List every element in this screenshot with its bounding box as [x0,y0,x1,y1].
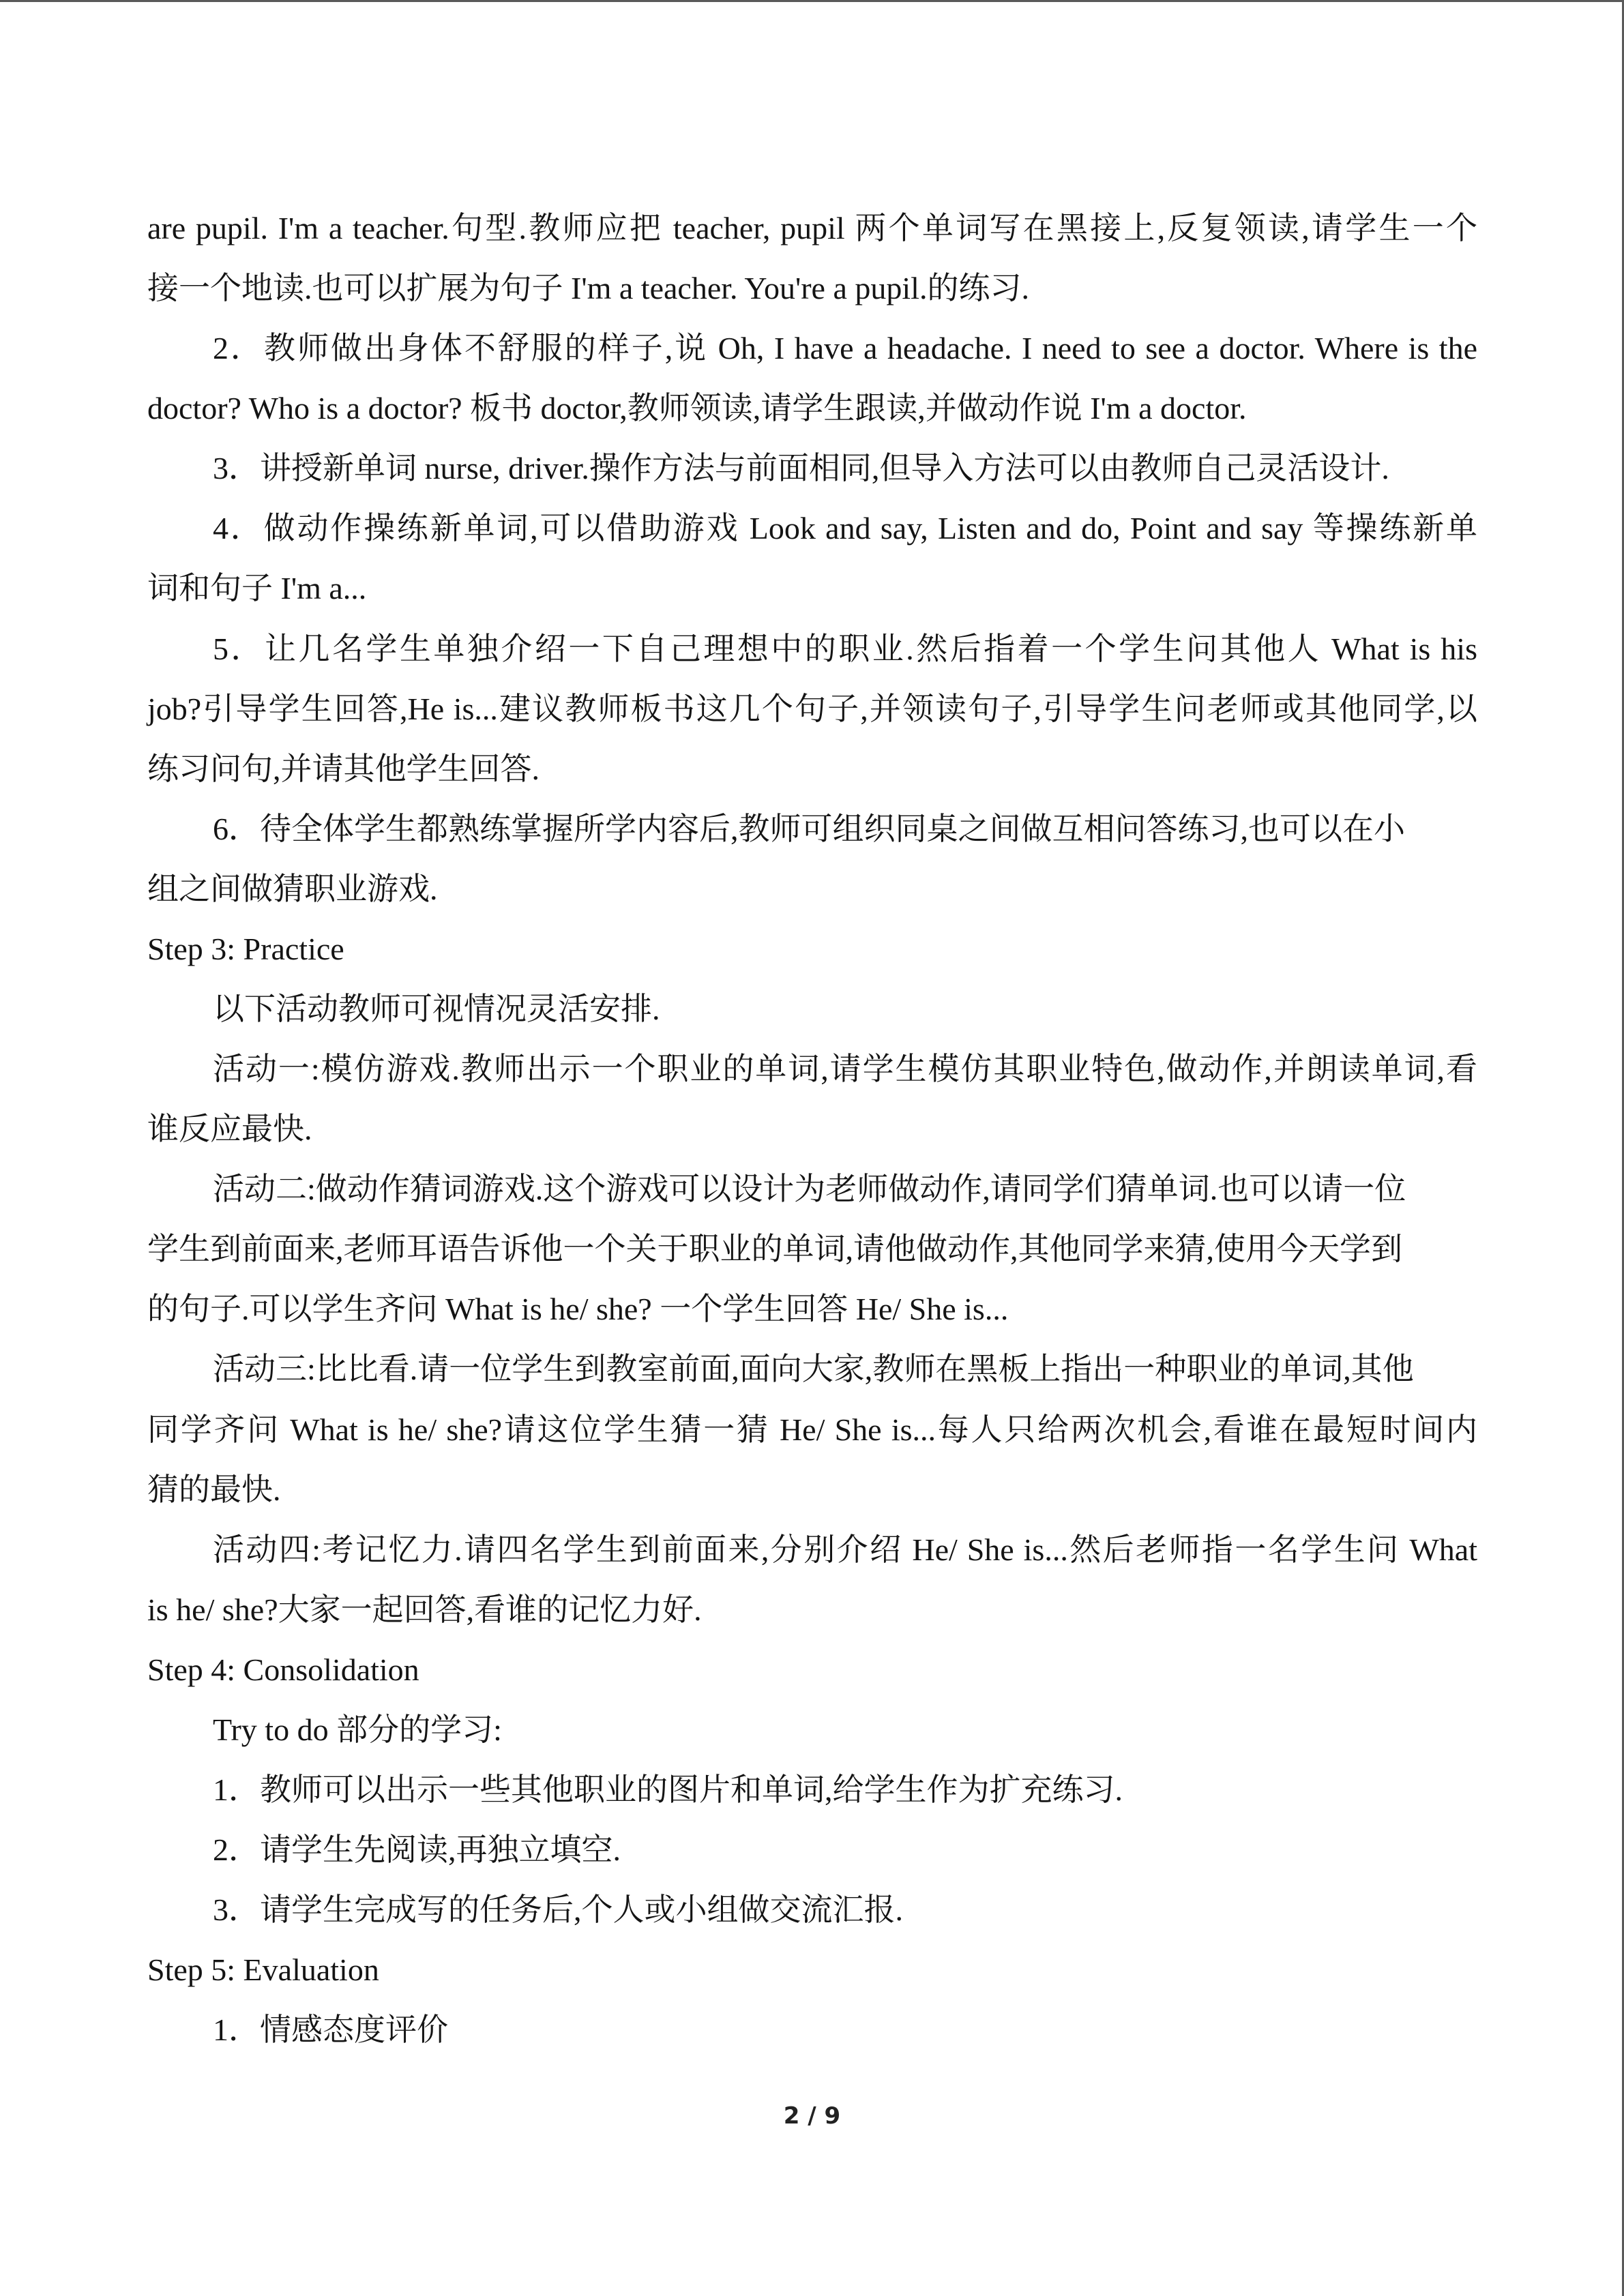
body-line: 活动一:模仿游戏.教师出示一个职业的单词,请学生模仿其职业特色,做动作,并朗读单词,看 [213,1052,1477,1086]
body-line: 猜的最快. [147,1472,281,1507]
section-heading: Step 4: Consolidation [147,1652,419,1687]
body-line: 学生到前面来,老师耳语告诉他一个关于职业的单词,请他做动作,其他同学来猜,使用今天学到 [147,1232,1402,1266]
page-number: 2 / 9 [783,2102,841,2130]
body-line: 活动三:比比看.请一位学生到教室前面,面向大家,教师在黑板上指出一种职业的单词,其他 [213,1352,1414,1386]
section-heading: Step 3: Practice [147,931,344,966]
body-line: job?引导学生回答,He is...建议教师板书这几个句子,并领读句子,引导学生问老师或其他同学,以 [147,691,1477,726]
body-line: 2．教师做出身体不舒服的样子,说 Oh, I have a headache. I need to see a doctor. Where is the [213,331,1477,366]
body-line: doctor? Who is a doctor? 板书 doctor,教师领读,请学生跟读,并做动作说 I'm a doctor. [147,391,1247,426]
section-heading: Step 5: Evaluation [147,1952,379,1987]
body-line: 练习问句,并请其他学生回答. [147,751,540,786]
body-line: 活动四:考记忆力.请四名学生到前面来,分别介绍 He/ She is...然后老师指一名学生问 What [213,1532,1477,1567]
body-line: 1．情感态度评价 [213,2012,448,2047]
body-line: 4．做动作操练新单词,可以借助游戏 Look and say, Listen and do, Point and say 等操练新单 [213,511,1477,546]
body-line: 词和句子 I'm a... [147,571,367,606]
body-line: 3．请学生完成写的任务后,个人或小组做交流汇报. [213,1892,903,1927]
body-line: 同学齐问 What is he/ she?请这位学生猜一猜 He/ She is...每人只给两次机会,看谁在最短时间内 [147,1412,1477,1447]
body-line: 谁反应最快. [147,1112,312,1146]
body-line: 2．请学生先阅读,再独立填空. [213,1832,621,1867]
body-line: 活动二:做动作猜词游戏.这个游戏可以设计为老师做动作,请同学们猜单词.也可以请一位 [213,1172,1406,1206]
body-line: 的句子.可以学生齐问 What is he/ she? 一个学生回答 He/ She is... [147,1292,1009,1326]
body-line: Try to do 部分的学习: [213,1712,502,1747]
body-line: 3．讲授新单词 nurse, driver.操作方法与前面相同,但导入方法可以由教师自己灵活设计. [213,451,1389,486]
body-line: 以下活动教师可视情况灵活安排. [213,992,660,1026]
body-line: is he/ she?大家一起回答,看谁的记忆力好. [147,1592,702,1627]
body-line: 6．待全体学生都熟练掌握所学内容后,教师可组织同桌之间做互相问答练习,也可以在小 [213,811,1405,846]
body-line: are pupil. I'm a teacher.句型.教师应把 teacher, pupil 两个单词写在黑接上,反复领读,请学生一个 [147,211,1477,245]
body-line: 1．教师可以出示一些其他职业的图片和单词,给学生作为扩充练习. [213,1772,1123,1807]
body-line: 接一个地读.也可以扩展为句子 I'm a teacher. You're a pupil.的练习. [147,271,1029,305]
body-line: 5．让几名学生单独介绍一下自己理想中的职业.然后指着一个学生问其他人 What is his [213,631,1477,666]
body-line: 组之间做猜职业游戏. [147,871,438,906]
